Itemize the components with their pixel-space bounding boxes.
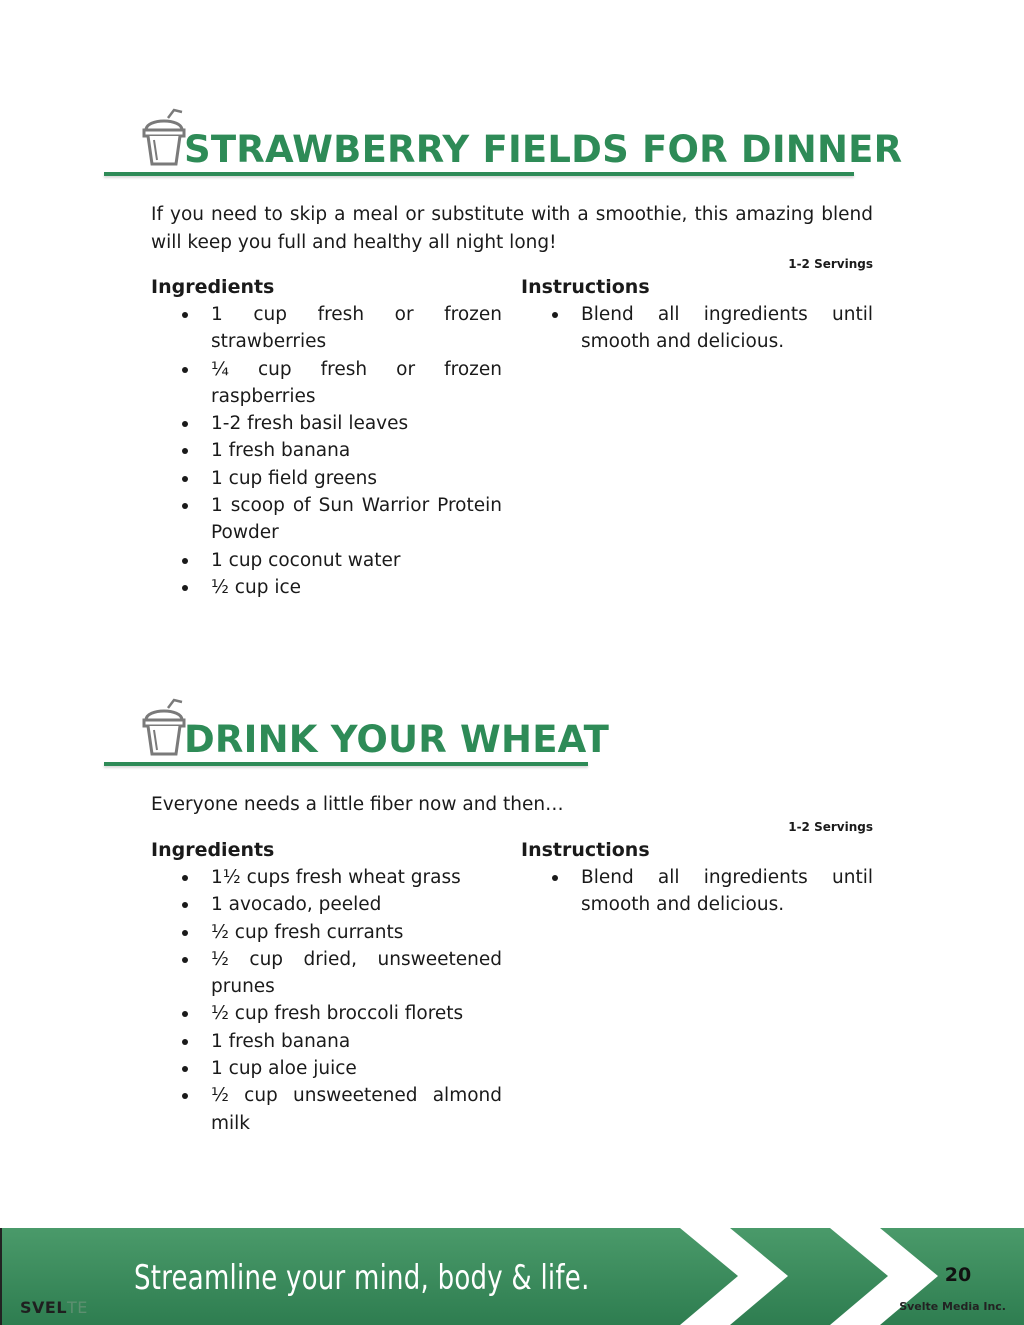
list-item: ½ cup fresh broccoli florets [151, 1000, 502, 1027]
svelte-logo [20, 1298, 88, 1317]
list-item: 1½ cups fresh wheat grass [151, 864, 502, 891]
servings-label: 1-2 Servings [788, 820, 873, 834]
list-item: 1-2 fresh basil leaves [151, 410, 502, 437]
list-item: ½ cup fresh currants [151, 919, 502, 946]
recipe-title-block [104, 718, 610, 770]
smoothie-cup-icon [142, 698, 186, 756]
list-item: 1 fresh banana [151, 437, 502, 464]
recipe-title: DRINK YOUR WHEAT [184, 718, 610, 761]
page-number: 20 [944, 1264, 972, 1286]
list-item: 1 scoop of Sun Warrior Protein Powder [151, 492, 502, 547]
list-item: 1 cup fresh or frozen strawberries [151, 301, 502, 356]
ingredients-heading: Ingredients [151, 276, 275, 298]
list-item: 1 avocado, peeled [151, 891, 502, 918]
recipe-title-block [104, 128, 903, 180]
instructions-heading: Instructions [521, 276, 650, 298]
list-item: ½ cup unsweetened almond milk [151, 1082, 502, 1137]
footer-banner [0, 1228, 1024, 1325]
ingredients-list [151, 301, 502, 601]
list-item: 1 cup coconut water [151, 547, 502, 574]
servings-label: 1-2 Servings [788, 257, 873, 271]
list-item: ¼ cup fresh or frozen raspberries [151, 356, 502, 411]
list-item: ½ cup ice [151, 574, 502, 601]
list-item: 1 cup aloe juice [151, 1055, 502, 1082]
recipe-title: STRAWBERRY FIELDS FOR DINNER [184, 128, 903, 171]
footer-edge [0, 1228, 2, 1325]
instructions-list [521, 864, 873, 919]
title-underline [104, 762, 588, 766]
company-name: Svelte Media Inc. [899, 1300, 1006, 1313]
ingredients-list [151, 864, 502, 1137]
list-item: ½ cup dried, unsweetened prunes [151, 946, 502, 1001]
list-item: Blend all ingredients until smooth and delicious. [521, 301, 873, 356]
logo-light-text: TE [67, 1298, 88, 1317]
logo-bold-text: SVEL [20, 1298, 68, 1317]
recipe-intro: If you need to skip a meal or substitute with a smoothie, this amazing blend will keep you full and healthy all night long! [151, 204, 873, 253]
list-item: 1 cup field greens [151, 465, 502, 492]
list-item: 1 fresh banana [151, 1028, 502, 1055]
list-item: Blend all ingredients until smooth and delicious. [521, 864, 873, 919]
recipe-intro: Everyone needs a little fiber now and then… [151, 794, 564, 815]
title-underline [104, 172, 854, 176]
footer-tagline: Streamline your mind, body & life. [134, 1258, 590, 1298]
smoothie-cup-icon [142, 108, 186, 166]
instructions-list [521, 301, 873, 356]
instructions-heading: Instructions [521, 839, 650, 861]
ingredients-heading: Ingredients [151, 839, 275, 861]
